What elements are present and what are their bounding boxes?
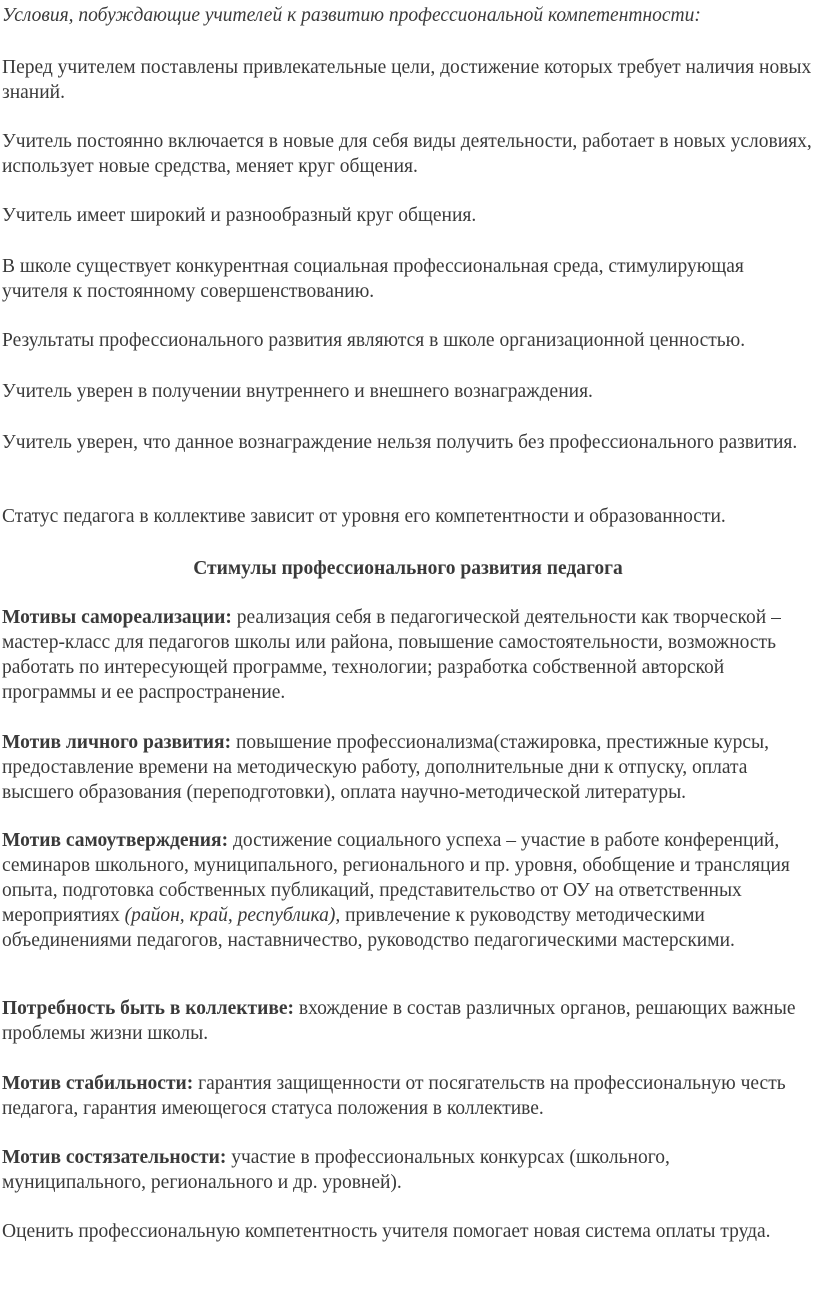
motive-text: вхождение в состав различных органов, решающих важные проблемы жизни школы. xyxy=(2,998,796,1044)
motive-text: реализация себя в педагогической деятельности как творческой – мастер-класс для педагогов школы или района, повышение самостоятельности, возможность работать по интересующей программе, технологии; разработка собственной авторской программы и ее распространение. xyxy=(2,607,781,703)
motive-label: Мотив состязательности: xyxy=(2,1147,227,1168)
motive-italic-text: (район, край, республика), xyxy=(124,905,341,926)
motive-text: привлечение к руководству методическими объединениями педагогов, наставничество, руководство педагогическими мастерскими. xyxy=(2,905,735,951)
condition-paragraph: В школе существует конкурентная социальная профессиональная среда, стимулирующая учителя к постоянному совершенствованию. xyxy=(2,256,744,302)
condition-paragraph: Статус педагога в коллективе зависит от уровня его компетентности и образованности. xyxy=(2,506,726,527)
motive-label: Мотив стабильности: xyxy=(2,1073,194,1094)
motive-text: достижение социального успеха – участие в работе конференций, семинаров школьного, муниципального, регионального и пр. уровня, обобщение и трансляция опыта, подготовка собственных публикаций, представительство от ОУ на ответственных мероприятиях xyxy=(2,830,790,926)
section-heading: Стимулы профессионального развития педагога xyxy=(193,558,623,579)
motive-paragraph xyxy=(2,1145,814,1195)
motive-label: Мотивы самореализации: xyxy=(2,607,232,628)
condition-paragraph: Учитель уверен в получении внутреннего и внешнего вознаграждения. xyxy=(2,381,593,402)
condition-paragraph: Учитель постоянно включается в новые для себя виды деятельности, работает в новых условиях, использует новые средства, меняет круг общения. xyxy=(2,131,812,177)
document-title: Условия, побуждающие учителей к развитию профессиональной компетентности: xyxy=(2,5,701,26)
condition-paragraph: Результаты профессионального развития являются в школе организационной ценностью. xyxy=(2,330,746,351)
condition-paragraph: Перед учителем поставлены привлекательные цели, достижение которых требует наличия новых знаний. xyxy=(2,57,812,103)
closing-paragraph: Оценить профессиональную компетентность учителя помогает новая система оплаты труда. xyxy=(2,1221,771,1242)
motive-text: гарантия защищенности от посягательств на профессиональную честь педагога, гарантия имеющегося статуса положения в коллективе. xyxy=(2,1073,786,1119)
condition-paragraph: Учитель уверен, что данное вознаграждение нельзя получить без профессионального развития. xyxy=(2,432,798,453)
condition-paragraph: Учитель имеет широкий и разнообразный круг общения. xyxy=(2,205,477,226)
motive-label: Мотив самоутверждения: xyxy=(2,830,229,851)
motive-text: участие в профессиональных конкурсах (школьного, муниципального, регионального и др. уровней). xyxy=(2,1147,670,1193)
motive-paragraph xyxy=(2,605,814,705)
motive-paragraph xyxy=(2,828,814,953)
motive-paragraph xyxy=(2,730,814,805)
motive-label: Мотив личного развития: xyxy=(2,732,232,753)
motive-paragraph xyxy=(2,996,814,1046)
motive-label: Потребность быть в коллективе: xyxy=(2,998,295,1019)
motive-text: повышение профессионализма(стажировка, престижные курсы, предоставление времени на методическую работу, дополнительные дни к отпуску, оплата высшего образования (переподготовки), оплата научно-методической литературы. xyxy=(2,732,770,803)
motive-paragraph xyxy=(2,1071,814,1121)
